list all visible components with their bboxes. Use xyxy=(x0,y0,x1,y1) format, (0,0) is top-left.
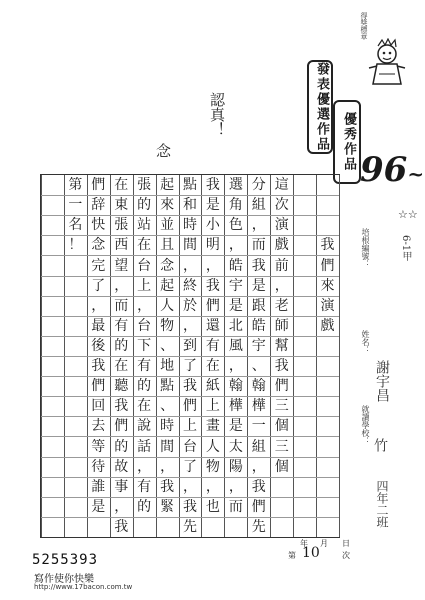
essay-character: 是 xyxy=(228,297,243,314)
essay-character: ， xyxy=(274,277,289,294)
teacher-comment-second: 念 xyxy=(156,142,172,160)
score-suffix: ~ xyxy=(407,162,425,186)
day-label: 日 xyxy=(342,539,350,548)
essay-character: 張 xyxy=(114,217,129,234)
essay-character: 張 xyxy=(137,177,152,194)
score-value: 96 xyxy=(360,150,408,190)
essay-title-character: 戲 xyxy=(320,317,335,334)
essay-title-character: 我 xyxy=(320,237,335,254)
essay-title-character: 來 xyxy=(320,277,335,294)
essay-character: 於 xyxy=(183,297,197,314)
essay-character: 等 xyxy=(91,438,106,455)
essay-character: 先 xyxy=(251,518,266,535)
side-grade: 四年二班 xyxy=(375,480,389,528)
essay-character: ， xyxy=(251,217,266,234)
essay-character: 聽 xyxy=(114,378,129,395)
essay-character: 我 xyxy=(160,478,175,495)
essay-character: 、 xyxy=(160,398,175,415)
side-school: 竹 xyxy=(372,438,388,452)
essay-character: 有 xyxy=(114,317,129,334)
grid-column-line xyxy=(339,175,340,537)
essay-character: 地 xyxy=(160,358,175,375)
essay-character: 上 xyxy=(137,277,152,294)
essay-character: ， xyxy=(228,358,243,375)
teacher-comment-line1: 認真！ xyxy=(208,92,226,137)
essay-character: 我 xyxy=(251,257,266,274)
essay-character: 待 xyxy=(91,458,106,475)
essay-character: 快 xyxy=(91,217,106,234)
essay-character: 我 xyxy=(183,498,197,515)
essay-character: 誰 xyxy=(91,478,106,495)
essay-character: 北 xyxy=(228,317,243,334)
essay-character: ， xyxy=(137,297,152,314)
star-marks: ☆☆ xyxy=(398,208,418,221)
essay-character: 們 xyxy=(205,297,220,314)
essay-character: 念 xyxy=(160,257,175,274)
essay-character: 在 xyxy=(114,177,129,194)
essay-character: 組 xyxy=(251,438,266,455)
essay-character: 事 xyxy=(114,478,129,495)
essay-character: 去 xyxy=(91,418,106,435)
essay-character: 們 xyxy=(274,378,289,395)
essay-character: 也 xyxy=(205,498,220,515)
essay-character: 終 xyxy=(183,277,197,294)
essay-character: 幫 xyxy=(274,337,289,354)
essay-character: 話 xyxy=(137,438,152,455)
essay-title-character: 演 xyxy=(320,297,335,314)
essay-character: 老 xyxy=(274,297,289,314)
essay-character: 演 xyxy=(274,217,289,234)
essay-character: 我 xyxy=(114,398,129,415)
essay-character: 我 xyxy=(205,177,220,194)
essay-character: 太 xyxy=(228,438,243,455)
essay-character: 我 xyxy=(183,378,197,395)
essay-character: 皓 xyxy=(251,317,266,334)
essay-character: 紙 xyxy=(205,378,220,395)
essay-character: 時 xyxy=(183,217,197,234)
essay-character: 是 xyxy=(251,277,266,294)
essay-character: 的 xyxy=(137,378,152,395)
essay-character: 而 xyxy=(251,237,266,254)
essay-character: 、 xyxy=(160,337,175,354)
essay-character: 的 xyxy=(137,197,152,214)
essay-character: 戲 xyxy=(274,237,289,254)
essay-character: 物 xyxy=(205,458,220,475)
essay-character: 翰 xyxy=(251,378,266,395)
essay-character: 上 xyxy=(183,418,197,435)
essay-character: 念 xyxy=(91,237,106,254)
essay-character: 、 xyxy=(251,358,266,375)
essay-character: 下 xyxy=(137,337,152,354)
essay-character: ， xyxy=(183,317,197,334)
essay-character: 在 xyxy=(137,237,152,254)
side-code-label: 培根編號： xyxy=(361,228,370,268)
essay-character: 緊 xyxy=(160,498,175,515)
essay-character: 們 xyxy=(91,378,106,395)
essay-character: 們 xyxy=(114,418,129,435)
essay-character: 選 xyxy=(228,177,243,194)
essay-character: 名 xyxy=(68,217,83,234)
essay-character: 東 xyxy=(114,197,129,214)
essay-character: 第 xyxy=(68,177,83,194)
essay-character: 有 xyxy=(137,478,152,495)
essay-character: 跟 xyxy=(251,297,266,314)
essay-character: 個 xyxy=(274,458,289,475)
year-label: 年 xyxy=(300,539,308,548)
footer-brand: 寫作使你快樂 xyxy=(34,574,94,585)
essay-character: 點 xyxy=(183,177,197,194)
essay-character: 畫 xyxy=(205,418,220,435)
essay-character: ， xyxy=(114,498,129,515)
essay-character: 次 xyxy=(274,197,289,214)
essay-character: 了 xyxy=(183,458,197,475)
essay-character: ， xyxy=(114,277,129,294)
essay-character: 站 xyxy=(137,217,152,234)
essay-character: ！ xyxy=(68,237,83,254)
essay-character: 人 xyxy=(205,438,220,455)
essay-character: 們 xyxy=(183,398,197,415)
essay-character: 是 xyxy=(205,197,220,214)
essay-character: 樺 xyxy=(228,398,243,415)
side-name-label: 姓名： xyxy=(361,330,370,354)
essay-character: ， xyxy=(205,478,220,495)
essay-character: 望 xyxy=(114,257,129,274)
side-name: 謝宇昌 xyxy=(374,360,390,402)
essay-character: 是 xyxy=(91,498,106,515)
essay-character: 人 xyxy=(160,297,175,314)
mascot-icon xyxy=(365,38,409,88)
essay-character: 而 xyxy=(228,498,243,515)
essay-character: 組 xyxy=(251,197,266,214)
essay-character: 了 xyxy=(91,277,106,294)
essay-character: 角 xyxy=(228,197,243,214)
essay-character: 我 xyxy=(114,518,129,535)
essay-character: 在 xyxy=(114,358,129,375)
essay-character: 翰 xyxy=(228,378,243,395)
award-stamp-left: 發表優選作品 xyxy=(307,60,333,154)
side-code: 6-1甲 xyxy=(400,235,411,262)
essay-character: 說 xyxy=(137,418,152,435)
essay-character: 上 xyxy=(205,398,220,415)
essay-character: 宇 xyxy=(251,337,266,354)
award-stamp-right: 優秀作品 xyxy=(333,100,361,184)
essay-character: 三 xyxy=(274,438,289,455)
essay-character: 後 xyxy=(91,337,106,354)
month-label: 月 xyxy=(320,539,328,548)
essay-character: 個 xyxy=(274,418,289,435)
essay-character: 有 xyxy=(205,337,220,354)
essay-character: 的 xyxy=(114,337,129,354)
essay-character: 完 xyxy=(91,257,106,274)
essay-character: 故 xyxy=(114,458,129,475)
essay-grid xyxy=(40,174,340,538)
essay-character: ， xyxy=(228,237,243,254)
essay-character: 我 xyxy=(91,358,106,375)
essay-character: 起 xyxy=(160,177,175,194)
essay-character: 了 xyxy=(183,358,197,375)
essay-character: 台 xyxy=(183,438,197,455)
essay-character: 宇 xyxy=(228,277,243,294)
essay-character: 皓 xyxy=(228,257,243,274)
essay-character: 們 xyxy=(91,177,106,194)
essay-character: 間 xyxy=(183,237,197,254)
essay-character: 一 xyxy=(68,197,83,214)
essay-character: 這 xyxy=(274,177,289,194)
essay-character: 一 xyxy=(251,418,266,435)
essay-character: 回 xyxy=(91,398,106,415)
essay-character: 間 xyxy=(160,438,175,455)
essay-character: 色 xyxy=(228,217,243,234)
essay-character: 時 xyxy=(160,418,175,435)
essay-character: 陽 xyxy=(228,458,243,475)
essay-character: ， xyxy=(205,257,220,274)
essay-character: 點 xyxy=(160,378,175,395)
essay-character: 辞 xyxy=(91,197,106,214)
essay-character: 三 xyxy=(274,398,289,415)
footer-number: 5255393 xyxy=(32,552,99,568)
essay-character: 並 xyxy=(160,217,175,234)
stamp-top-label: 得獎標章 xyxy=(360,12,368,40)
essay-character: 是 xyxy=(228,418,243,435)
essay-character: 最 xyxy=(91,317,106,334)
essay-character: 小 xyxy=(205,217,220,234)
essay-character: 的 xyxy=(114,438,129,455)
essay-character: ， xyxy=(160,458,175,475)
essay-character: 師 xyxy=(274,317,289,334)
essay-character: 來 xyxy=(160,197,175,214)
essay-character: ， xyxy=(228,478,243,495)
essay-character: ， xyxy=(251,458,266,475)
essay-character: 我 xyxy=(251,478,266,495)
essay-character: 先 xyxy=(183,518,197,535)
essay-character: 有 xyxy=(137,358,152,375)
essay-character: 前 xyxy=(274,257,289,274)
essay-character: 風 xyxy=(228,337,243,354)
essay-character: 而 xyxy=(114,297,129,314)
essay-character: 物 xyxy=(160,317,175,334)
essay-character: 在 xyxy=(137,398,152,415)
essay-character: ， xyxy=(183,257,197,274)
essay-character: ， xyxy=(91,297,106,314)
teacher-comment xyxy=(196,92,226,182)
essay-character: 台 xyxy=(137,257,152,274)
essay-character: 我 xyxy=(205,277,220,294)
essay-character: 西 xyxy=(114,237,129,254)
essay-character: 們 xyxy=(251,498,266,515)
essay-character: 我 xyxy=(274,358,289,375)
side-school-label: 就讀學校： xyxy=(361,405,370,445)
essay-character: 和 xyxy=(183,197,197,214)
essay-character: 到 xyxy=(183,337,197,354)
page-number: 10 xyxy=(302,545,320,561)
essay-character: 在 xyxy=(205,358,220,375)
essay-character: 的 xyxy=(137,498,152,515)
essay-character: 還 xyxy=(205,317,220,334)
page-label: 第 xyxy=(288,551,296,560)
count-label: 次 xyxy=(342,551,350,560)
essay-title-character: 們 xyxy=(320,257,335,274)
essay-character: 且 xyxy=(160,237,175,254)
essay-character: 起 xyxy=(160,277,175,294)
footer-url: http://www.17bacon.com.tw xyxy=(34,583,133,591)
essay-character: ， xyxy=(183,478,197,495)
essay-character: 分 xyxy=(251,177,266,194)
essay-character: 台 xyxy=(137,317,152,334)
score-mark xyxy=(360,150,424,190)
essay-character: ， xyxy=(137,458,152,475)
essay-character: 樺 xyxy=(251,398,266,415)
essay-character: 明 xyxy=(205,237,220,254)
